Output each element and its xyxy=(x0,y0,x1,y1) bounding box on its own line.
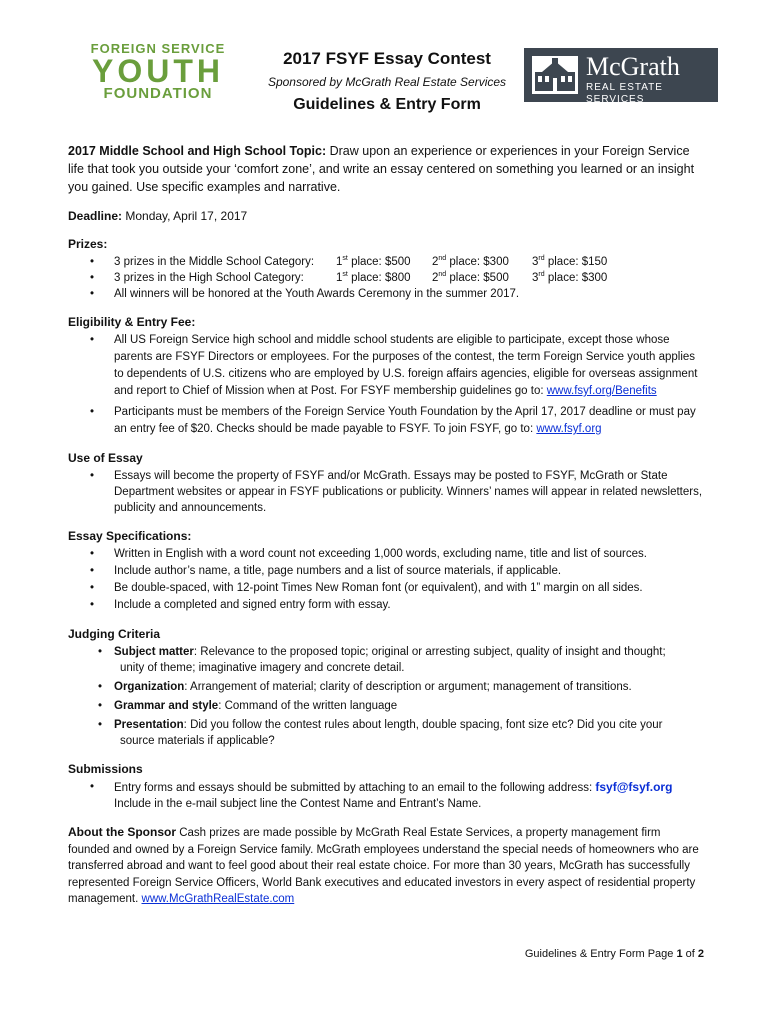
about-sponsor xyxy=(68,824,704,908)
place-amount: place: $150 xyxy=(547,256,608,268)
eligibility-list xyxy=(68,332,704,438)
first-place-prize xyxy=(336,270,432,286)
judging-item xyxy=(68,644,704,676)
prize-category: 3 prizes in the Middle School Category: xyxy=(114,256,315,268)
building-icon xyxy=(532,56,578,94)
place-suffix: nd xyxy=(438,271,447,279)
judging-item xyxy=(68,698,704,714)
place-suffix: rd xyxy=(538,271,545,279)
use-of-essay-heading: Use of Essay xyxy=(68,451,143,465)
judging-term: Presentation xyxy=(114,719,184,731)
second-place-prize xyxy=(432,254,532,270)
prize-row-high-school xyxy=(68,270,704,286)
submission-email-link[interactable]: fsyf@fsyf.org xyxy=(595,780,673,794)
judging-text: Did you follow the contest rules about length, double spacing, font size etc? Did you cite your xyxy=(186,719,663,731)
judging-item xyxy=(68,717,704,749)
first-place-prize xyxy=(336,254,432,270)
judging-sep: : xyxy=(184,681,188,693)
judging-term: Subject matter xyxy=(114,646,194,658)
submissions-text2: Include in the e-mail subject line the Contest Name and Entrant’s Name. xyxy=(114,798,482,810)
judging-text: Arrangement of material; clarity of description or argument; management of transitions. xyxy=(187,681,632,693)
place-suffix: st xyxy=(342,271,348,279)
mcgrath-logo-tagline: REAL ESTATE SERVICES xyxy=(586,82,663,105)
entry-fee-text: Participants must be members of the Foreign Service Youth Foundation by the April 17, 2017 deadline or must pay an entry fee of $20. Checks should be made payable to FSYF. To join FSYF, go to: xyxy=(114,406,696,435)
prizes-note: • All winners will be honored at the Youth Awards Ceremony in the summer 2017. xyxy=(68,286,704,302)
footer-total: 2 xyxy=(697,948,704,960)
fsyf-logo-line2: YOUTH xyxy=(92,53,224,89)
eligibility-heading: Eligibility & Entry Fee: xyxy=(68,315,196,329)
judging-term: Grammar and style xyxy=(114,700,219,712)
judging-text: Command of the written language xyxy=(221,700,398,712)
spec-item: • Be double-spaced, with 12-point Times New Roman font (or equivalent), and with 1” margin on all sides. xyxy=(68,580,704,597)
third-place-prize xyxy=(532,270,607,286)
place-number: 2 xyxy=(432,272,439,284)
place-amount: place: $300 xyxy=(449,256,509,268)
document-body xyxy=(68,142,704,908)
use-of-essay-item: • Essays will become the property of FSYF and/or McGrath. Essays may be posted to FSYF, McGrath or State Department websites or appear in FSYF publications or publicity. Winners’ names will appear in related newsletters, publicity and announcements. xyxy=(68,468,704,516)
page-title: 2017 FSYF Essay Contest xyxy=(283,49,491,68)
eligibility-item xyxy=(68,332,704,400)
place-number: 1 xyxy=(336,256,343,268)
judging-sep: : xyxy=(218,700,222,712)
submissions-item xyxy=(68,779,704,812)
title-block xyxy=(262,48,512,116)
fsyf-logo-line1: FOREIGN SERVICE xyxy=(90,41,226,56)
mcgrath-logo-name: McGrath xyxy=(586,52,680,81)
use-of-essay-list xyxy=(68,468,704,516)
place-amount: place: $500 xyxy=(449,272,509,284)
submissions-text: Entry forms and essays should be submitted by attaching to an email to the following address: xyxy=(114,782,593,794)
submissions-heading: Submissions xyxy=(68,762,143,776)
topic-text: Draw upon an experience or experiences in your Foreign Service life that took you outside your ‘comfort zone’, and write an essay centered on something you learned or an insight you gained. Use specific examples and narrative. xyxy=(68,144,695,194)
prize-row-middle-school xyxy=(68,254,704,270)
specs-heading: Essay Specifications: xyxy=(68,529,192,543)
benefits-link[interactable]: www.fsyf.org/Benefits xyxy=(546,385,657,397)
page-footer xyxy=(525,948,704,960)
entry-fee-item xyxy=(68,404,704,438)
deadline xyxy=(68,208,704,224)
topic-label: 2017 Middle School and High School Topic: xyxy=(68,144,327,158)
submissions-list xyxy=(68,779,704,812)
fsyf-logo-line3: FOUNDATION xyxy=(103,85,213,102)
fsyf-link[interactable]: www.fsyf.org xyxy=(536,423,602,435)
footer-page: 1 xyxy=(676,948,683,960)
page-subtitle: Guidelines & Entry Form xyxy=(293,96,481,113)
judging-sep: : xyxy=(193,646,198,658)
judging-heading: Judging Criteria xyxy=(68,627,161,641)
place-suffix: st xyxy=(342,255,348,263)
eligibility-text: All US Foreign Service high school and middle school students are eligible to participate, except those whose parents are FSYF Directors or employees. For the purposes of the contest, the term Foreign Service youth applies to dependents of U.S. citizens who are employed by U.S. foreign affairs agencies, eligible for overseas assignment and report to Chief of Mission when at Post. For FSYF membership guidelines go to: xyxy=(114,334,698,397)
judging-cont: unity of theme; imaginative imagery and concrete detail. xyxy=(120,662,405,674)
place-number: 3 xyxy=(532,272,539,284)
place-suffix: nd xyxy=(438,255,447,263)
deadline-label: Deadline: xyxy=(68,209,123,223)
judging-item xyxy=(68,679,704,695)
place-amount: place: $500 xyxy=(351,256,411,268)
prizes-list xyxy=(68,254,704,302)
judging-list xyxy=(68,644,704,749)
spec-item: • Include author’s name, a title, page numbers and a list of source materials, if applicable. xyxy=(68,563,704,580)
place-amount: place: $800 xyxy=(351,272,411,284)
judging-sep: : xyxy=(183,719,187,731)
prize-category: 3 prizes in the High School Category: xyxy=(114,272,304,284)
place-number: 3 xyxy=(532,256,539,268)
third-place-prize xyxy=(532,254,607,270)
spec-item: • Written in English with a word count not exceeding 1,000 words, excluding name, title and list of sources. xyxy=(68,546,704,563)
deadline-value: Monday, April 17, 2017 xyxy=(125,209,248,223)
place-suffix: rd xyxy=(538,255,545,263)
sponsor-line: Sponsored by McGrath Real Estate Services xyxy=(267,75,507,89)
place-number: 2 xyxy=(432,256,439,268)
mcgrath-logo xyxy=(524,48,718,105)
footer-of: of xyxy=(682,948,698,960)
fsyf-logo xyxy=(90,42,226,104)
judging-cont: source materials if applicable? xyxy=(120,735,275,747)
judging-term: Organization xyxy=(114,681,185,693)
topic-paragraph xyxy=(68,142,704,196)
spec-item: • Include a completed and signed entry form with essay. xyxy=(68,597,704,614)
mcgrath-link[interactable]: www.McGrathRealEstate.com xyxy=(141,893,295,905)
judging-text: Relevance to the proposed topic; original or arresting subject, quality of insight and thought; xyxy=(197,646,666,658)
footer-prefix: Guidelines & Entry Form Page xyxy=(524,948,677,960)
specs-list xyxy=(68,546,704,614)
about-label: About the Sponsor xyxy=(68,825,176,839)
place-number: 1 xyxy=(336,272,343,284)
prizes-heading: Prizes: xyxy=(68,237,108,251)
place-amount: place: $300 xyxy=(547,272,608,284)
second-place-prize xyxy=(432,270,532,286)
about-text: Cash prizes are made possible by McGrath Real Estate Services, a property management firm founded and owned by a Foreign Service family. McGrath employees understand the special needs of homeowners who are transferred abroad and want to feel good about their real estate choice. For more than 30 years, McGrath has successfully represented Foreign Service Officers, World Bank executives and educated investors in every aspect of residential property management. xyxy=(68,827,699,905)
